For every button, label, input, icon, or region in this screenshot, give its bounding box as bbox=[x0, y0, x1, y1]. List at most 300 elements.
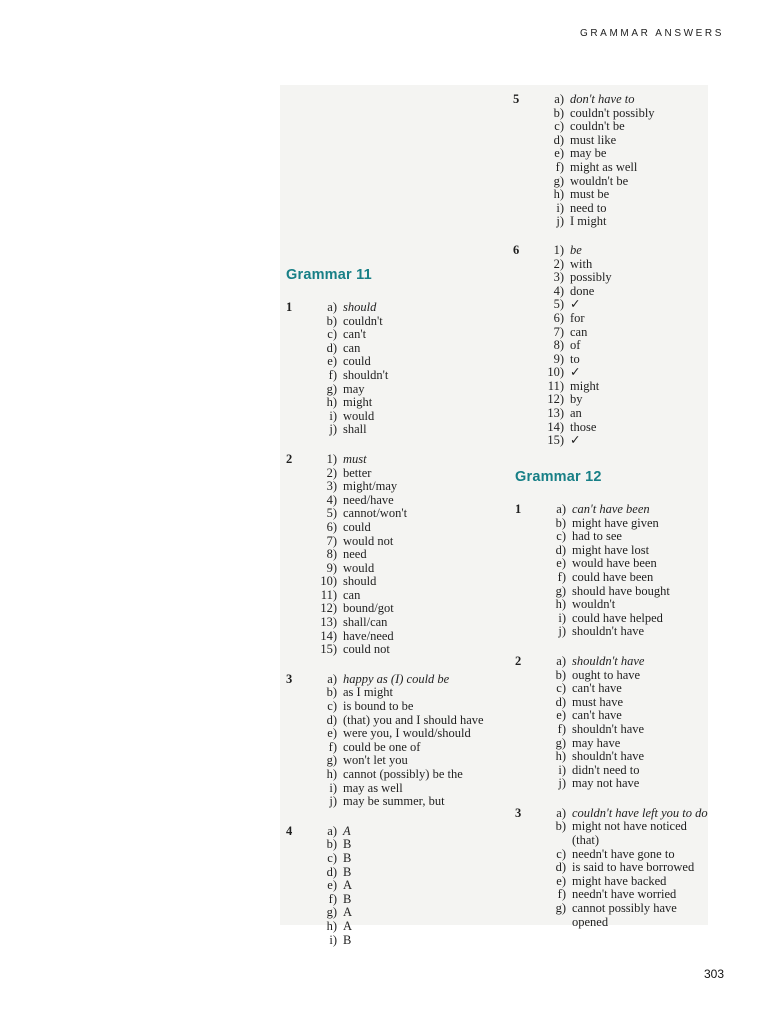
answer-label: h) bbox=[555, 597, 566, 612]
answer-text: couldn't bbox=[343, 313, 383, 328]
answer-item bbox=[310, 616, 516, 630]
answer-label: i) bbox=[558, 610, 566, 625]
answer-text: needn't have worried bbox=[572, 887, 677, 902]
answer-item bbox=[310, 643, 516, 657]
answer-text: may bbox=[343, 381, 365, 396]
answer-label: e) bbox=[327, 726, 337, 741]
answer-item bbox=[539, 517, 725, 531]
answer-item bbox=[539, 750, 725, 764]
exercise-number: 2 bbox=[286, 451, 293, 466]
answer-text: would not bbox=[343, 533, 394, 548]
answer-label: j) bbox=[329, 422, 337, 437]
answer-item bbox=[537, 188, 723, 202]
answer-text: should have bought bbox=[572, 583, 670, 598]
answer-text: cannot possibly have opened bbox=[572, 901, 677, 929]
answer-label: 8) bbox=[326, 547, 337, 562]
answer-label: d) bbox=[555, 860, 566, 875]
answer-label: b) bbox=[555, 819, 566, 834]
answer-item bbox=[310, 700, 516, 714]
answer-text: were you, I would/should bbox=[343, 726, 471, 741]
answer-label: h) bbox=[326, 918, 337, 933]
answer-label: 5) bbox=[326, 506, 337, 521]
answer-item bbox=[539, 585, 725, 599]
answer-item bbox=[539, 777, 725, 791]
answer-item bbox=[310, 795, 516, 809]
answer-label: e) bbox=[556, 708, 566, 723]
exercise-number: 3 bbox=[286, 671, 293, 686]
answer-item bbox=[310, 396, 516, 410]
answer-text: might as well bbox=[570, 159, 638, 174]
answer-text: cannot/won't bbox=[343, 506, 408, 521]
answer-label: d) bbox=[326, 712, 337, 727]
answer-text: may have bbox=[572, 735, 621, 750]
answer-text: shouldn't bbox=[343, 367, 389, 382]
answer-text: need to bbox=[570, 200, 607, 215]
answer-item bbox=[310, 301, 516, 315]
answer-text: needn't have gone to bbox=[572, 846, 675, 861]
answer-label: i) bbox=[558, 762, 566, 777]
answer-label: h) bbox=[553, 187, 564, 202]
answer-item bbox=[310, 423, 516, 437]
answer-item bbox=[537, 107, 723, 121]
answer-item bbox=[537, 271, 723, 285]
answer-label: 2) bbox=[326, 465, 337, 480]
exercise-1 bbox=[515, 503, 725, 639]
answer-label: b) bbox=[555, 515, 566, 530]
answer-text: could have helped bbox=[572, 610, 663, 625]
section-heading-grammar-12: Grammar 12 bbox=[515, 469, 602, 485]
answer-item bbox=[537, 393, 723, 407]
answer-item bbox=[310, 714, 516, 728]
answer-item bbox=[310, 453, 516, 467]
answer-item bbox=[537, 202, 723, 216]
answer-item bbox=[539, 598, 725, 612]
exercise-number: 5 bbox=[513, 92, 520, 106]
answer-label: d) bbox=[555, 694, 566, 709]
answer-text: B bbox=[343, 864, 352, 879]
answer-label: h) bbox=[326, 395, 337, 410]
answer-text: can't bbox=[343, 327, 367, 342]
answer-item bbox=[539, 625, 725, 639]
answer-text: have/need bbox=[343, 628, 394, 643]
answer-label: a) bbox=[556, 502, 566, 516]
answer-label: b) bbox=[326, 313, 337, 328]
answer-item bbox=[539, 696, 725, 710]
answer-label: e) bbox=[554, 146, 564, 161]
answer-label: 8) bbox=[553, 338, 564, 353]
answer-label: f) bbox=[557, 721, 566, 736]
answer-text: must have bbox=[572, 694, 624, 709]
answer-label: g) bbox=[326, 381, 337, 396]
answer-item bbox=[310, 535, 516, 549]
answer-label: 9) bbox=[326, 560, 337, 575]
left-answer-column bbox=[286, 267, 516, 947]
answer-label: 4) bbox=[326, 492, 337, 507]
answer-text: be bbox=[570, 242, 582, 257]
answer-label: 15) bbox=[547, 433, 564, 448]
answer-text: can bbox=[343, 340, 361, 355]
answer-item bbox=[539, 875, 725, 889]
answer-item bbox=[310, 838, 516, 852]
answer-text: need/have bbox=[343, 492, 394, 507]
answer-item bbox=[537, 285, 723, 299]
answer-label: 3) bbox=[553, 270, 564, 285]
answer-item bbox=[310, 342, 516, 356]
answer-label: i) bbox=[329, 408, 337, 423]
answer-text: shouldn't have bbox=[572, 624, 645, 639]
answer-label: 4) bbox=[553, 283, 564, 298]
answer-text: couldn't be bbox=[570, 119, 625, 134]
answer-label: f) bbox=[557, 887, 566, 902]
answer-item bbox=[310, 562, 516, 576]
answer-item bbox=[537, 366, 723, 380]
answer-item bbox=[539, 682, 725, 696]
answer-label: f) bbox=[555, 159, 564, 174]
answer-item bbox=[539, 530, 725, 544]
answer-text: to bbox=[570, 351, 580, 366]
answer-text: shall bbox=[343, 422, 367, 437]
answer-label: d) bbox=[555, 542, 566, 557]
answer-text: A bbox=[343, 918, 353, 933]
answer-label: 11) bbox=[320, 587, 337, 602]
answer-text: must like bbox=[570, 132, 617, 147]
answer-label: j) bbox=[558, 776, 566, 791]
answer-text: might bbox=[343, 395, 373, 410]
answer-item bbox=[310, 630, 516, 644]
exercise-1 bbox=[286, 301, 516, 437]
answer-text: B bbox=[343, 891, 352, 906]
answer-label: g) bbox=[326, 753, 337, 768]
answer-item bbox=[537, 407, 723, 421]
answer-text: had to see bbox=[572, 529, 622, 544]
answer-label: 6) bbox=[326, 519, 337, 534]
answer-label: a) bbox=[327, 300, 337, 314]
answer-label: j) bbox=[329, 794, 337, 809]
answer-text: must bbox=[343, 451, 367, 466]
answer-label: 13) bbox=[547, 406, 564, 421]
answer-item bbox=[537, 339, 723, 353]
answer-item bbox=[310, 934, 516, 948]
answer-text: couldn't have left you to do bbox=[572, 805, 708, 820]
answer-text: an bbox=[570, 406, 582, 421]
answer-text: shall/can bbox=[343, 615, 388, 630]
answer-label: 1) bbox=[553, 242, 564, 257]
answer-label: c) bbox=[556, 681, 566, 696]
answer-text: didn't need to bbox=[572, 762, 640, 777]
answer-label: g) bbox=[555, 901, 566, 916]
section-heading-grammar-11: Grammar 11 bbox=[286, 267, 372, 283]
answer-label: c) bbox=[327, 850, 337, 865]
answer-item bbox=[537, 134, 723, 148]
answer-label: a) bbox=[556, 653, 566, 668]
answer-text: might have backed bbox=[572, 873, 667, 888]
answer-item bbox=[537, 258, 723, 272]
answer-label: 1) bbox=[326, 451, 337, 466]
answer-label: b) bbox=[553, 105, 564, 120]
answer-label: b) bbox=[555, 667, 566, 682]
answer-item bbox=[539, 861, 725, 875]
answer-label: a) bbox=[327, 671, 337, 686]
answer-label: 15) bbox=[320, 642, 337, 657]
exercise-number: 2 bbox=[515, 653, 522, 668]
answer-text: can't have bbox=[572, 681, 622, 696]
answer-label: f) bbox=[328, 891, 337, 906]
answer-text: can bbox=[570, 324, 588, 339]
answer-text: done bbox=[570, 283, 595, 298]
answer-item bbox=[310, 575, 516, 589]
exercise-6 bbox=[513, 244, 723, 448]
answer-text: could bbox=[343, 354, 371, 369]
answer-text: A bbox=[343, 823, 351, 838]
answer-text: don't have to bbox=[570, 92, 635, 106]
answer-text: those bbox=[570, 419, 597, 434]
answer-text: A bbox=[343, 878, 353, 893]
answer-text: possibly bbox=[570, 270, 612, 285]
answer-label: a) bbox=[554, 92, 564, 106]
answer-label: i) bbox=[329, 780, 337, 795]
answer-item bbox=[537, 434, 723, 448]
answer-label: e) bbox=[556, 873, 566, 888]
answer-text: couldn't possibly bbox=[570, 105, 655, 120]
answer-label: h) bbox=[555, 749, 566, 764]
answer-label: h) bbox=[326, 767, 337, 781]
answer-item bbox=[310, 369, 516, 383]
answer-text: is said to have borrowed bbox=[572, 860, 695, 875]
answer-text: B bbox=[343, 850, 352, 865]
answer-text: better bbox=[343, 465, 372, 480]
answer-text: should bbox=[343, 300, 377, 314]
answer-item bbox=[539, 723, 725, 737]
answer-item bbox=[310, 467, 516, 481]
answer-item bbox=[310, 602, 516, 616]
answer-item bbox=[310, 741, 516, 755]
answer-item bbox=[310, 548, 516, 562]
answer-text: should bbox=[343, 574, 377, 589]
answer-text: cannot (possibly) be the bbox=[343, 767, 463, 781]
exercise-number: 1 bbox=[515, 502, 522, 516]
answer-label: 11) bbox=[547, 378, 564, 393]
answer-item bbox=[537, 244, 723, 258]
exercise-3 bbox=[515, 807, 725, 929]
answer-text: might have given bbox=[572, 515, 659, 530]
right-answer-column-top bbox=[513, 93, 723, 448]
answer-label: b) bbox=[326, 685, 337, 700]
answer-item bbox=[310, 328, 516, 342]
answer-item bbox=[539, 888, 725, 902]
answer-item bbox=[537, 353, 723, 367]
exercise-number: 1 bbox=[286, 300, 293, 314]
answer-item bbox=[539, 669, 725, 683]
answer-label: 10) bbox=[320, 574, 337, 589]
answer-item bbox=[539, 612, 725, 626]
answer-label: j) bbox=[558, 624, 566, 639]
answer-item bbox=[537, 175, 723, 189]
answer-text: ✓ bbox=[570, 433, 581, 448]
answer-text: A bbox=[343, 905, 353, 920]
answer-item bbox=[310, 507, 516, 521]
answer-item bbox=[310, 825, 516, 839]
answer-item bbox=[310, 768, 516, 782]
answer-item bbox=[310, 383, 516, 397]
answer-label: a) bbox=[556, 805, 566, 820]
answer-label: 7) bbox=[553, 324, 564, 339]
answer-label: g) bbox=[555, 583, 566, 598]
answer-label: e) bbox=[327, 354, 337, 369]
answer-item bbox=[537, 120, 723, 134]
answer-text: shouldn't have bbox=[572, 653, 645, 668]
answer-text: of bbox=[570, 338, 581, 353]
answer-item bbox=[539, 848, 725, 862]
answer-text: might bbox=[570, 378, 600, 393]
answer-label: c) bbox=[327, 699, 337, 714]
answer-text: happy as (I) could be bbox=[343, 671, 450, 686]
answer-label: e) bbox=[556, 556, 566, 571]
answer-text: could have been bbox=[572, 569, 654, 584]
answer-text: won't let you bbox=[343, 753, 408, 768]
answer-label: c) bbox=[327, 327, 337, 342]
answer-text: may as well bbox=[343, 780, 403, 795]
answer-label: 6) bbox=[553, 310, 564, 325]
answer-text: shouldn't have bbox=[572, 749, 645, 764]
exercise-number: 3 bbox=[515, 805, 522, 820]
answer-item bbox=[539, 544, 725, 558]
answer-text: can't have been bbox=[572, 502, 650, 516]
answer-item bbox=[310, 879, 516, 893]
answer-text: would bbox=[343, 408, 375, 423]
answer-item bbox=[310, 480, 516, 494]
answer-item bbox=[310, 782, 516, 796]
answer-label: a) bbox=[327, 823, 337, 838]
answer-item bbox=[310, 589, 516, 603]
answer-text: would bbox=[343, 560, 375, 575]
answer-item bbox=[537, 147, 723, 161]
answer-text: ✓ bbox=[570, 297, 581, 312]
answer-label: f) bbox=[328, 367, 337, 382]
answer-item bbox=[310, 727, 516, 741]
answer-label: c) bbox=[556, 529, 566, 544]
answer-label: c) bbox=[556, 846, 566, 861]
answer-item bbox=[539, 807, 725, 821]
answer-item bbox=[537, 215, 723, 229]
answer-label: f) bbox=[328, 739, 337, 754]
answer-label: 7) bbox=[326, 533, 337, 548]
answer-item bbox=[539, 557, 725, 571]
answer-text: might not have noticed (that) bbox=[572, 819, 687, 848]
answer-label: 12) bbox=[320, 601, 337, 616]
answer-label: g) bbox=[326, 905, 337, 920]
answer-text: must be bbox=[570, 187, 610, 202]
answer-item bbox=[310, 866, 516, 880]
answer-item bbox=[310, 920, 516, 934]
answer-text: B bbox=[343, 837, 352, 852]
answer-item bbox=[537, 93, 723, 107]
answer-label: 10) bbox=[547, 365, 564, 380]
answer-item bbox=[539, 503, 725, 517]
answer-label: d) bbox=[326, 340, 337, 355]
answer-label: c) bbox=[554, 119, 564, 134]
answer-item bbox=[537, 380, 723, 394]
answer-label: 13) bbox=[320, 615, 337, 630]
exercise-2 bbox=[286, 453, 516, 657]
answer-item bbox=[539, 571, 725, 585]
answer-label: 9) bbox=[553, 351, 564, 366]
answer-item bbox=[539, 655, 725, 669]
answer-text: might/may bbox=[343, 479, 398, 494]
answer-text: is bound to be bbox=[343, 699, 414, 714]
answer-text: can bbox=[343, 587, 361, 602]
answer-item bbox=[539, 737, 725, 751]
answer-label: 12) bbox=[547, 392, 564, 407]
answer-text: I might bbox=[570, 214, 607, 229]
answer-item bbox=[539, 709, 725, 723]
answer-item bbox=[539, 764, 725, 778]
answer-label: 3) bbox=[326, 479, 337, 494]
answer-item bbox=[537, 161, 723, 175]
answer-item bbox=[310, 754, 516, 768]
answer-label: 14) bbox=[547, 419, 564, 434]
answer-item bbox=[537, 312, 723, 326]
answer-item bbox=[310, 494, 516, 508]
answer-text: may not have bbox=[572, 776, 640, 791]
answer-text: may be bbox=[570, 146, 607, 161]
answer-text: as I might bbox=[343, 685, 393, 700]
answer-text: may be summer, but bbox=[343, 794, 445, 809]
answer-item bbox=[539, 820, 725, 847]
answer-item bbox=[539, 902, 725, 929]
answer-item bbox=[310, 315, 516, 329]
answer-label: j) bbox=[556, 214, 564, 229]
right-answer-column bbox=[515, 469, 725, 929]
answer-label: b) bbox=[326, 837, 337, 852]
answer-item bbox=[537, 421, 723, 435]
answer-text: for bbox=[570, 310, 585, 325]
answer-text: with bbox=[570, 256, 593, 271]
answer-label: d) bbox=[553, 132, 564, 147]
answer-label: e) bbox=[327, 878, 337, 893]
answer-label: g) bbox=[555, 735, 566, 750]
answer-item bbox=[310, 521, 516, 535]
answer-item bbox=[537, 326, 723, 340]
answer-label: 2) bbox=[553, 256, 564, 271]
answer-text: bound/got bbox=[343, 601, 394, 616]
answer-item bbox=[537, 298, 723, 312]
exercise-5 bbox=[513, 93, 723, 229]
answer-label: 5) bbox=[553, 297, 564, 312]
answer-item bbox=[310, 686, 516, 700]
answer-text: B bbox=[343, 932, 352, 947]
answer-text: wouldn't be bbox=[570, 173, 629, 188]
answer-label: g) bbox=[553, 173, 564, 188]
answer-label: i) bbox=[556, 200, 564, 215]
answer-item bbox=[310, 355, 516, 369]
answer-text: (that) you and I should have bbox=[343, 712, 484, 727]
page-number: 303 bbox=[703, 967, 724, 981]
answer-text: could bbox=[343, 519, 371, 534]
answer-item bbox=[310, 410, 516, 424]
answer-text: wouldn't bbox=[572, 597, 616, 612]
answer-item bbox=[310, 893, 516, 907]
answer-text: can't have bbox=[572, 708, 622, 723]
answer-text: ought to have bbox=[572, 667, 641, 682]
answer-label: i) bbox=[329, 932, 337, 947]
exercise-number: 4 bbox=[286, 823, 293, 838]
answer-text: ✓ bbox=[570, 365, 581, 380]
answer-text: shouldn't have bbox=[572, 721, 645, 736]
answer-text: could be one of bbox=[343, 739, 421, 754]
answer-text: could not bbox=[343, 642, 390, 657]
answer-text: by bbox=[570, 392, 583, 407]
exercise-number: 6 bbox=[513, 242, 520, 257]
